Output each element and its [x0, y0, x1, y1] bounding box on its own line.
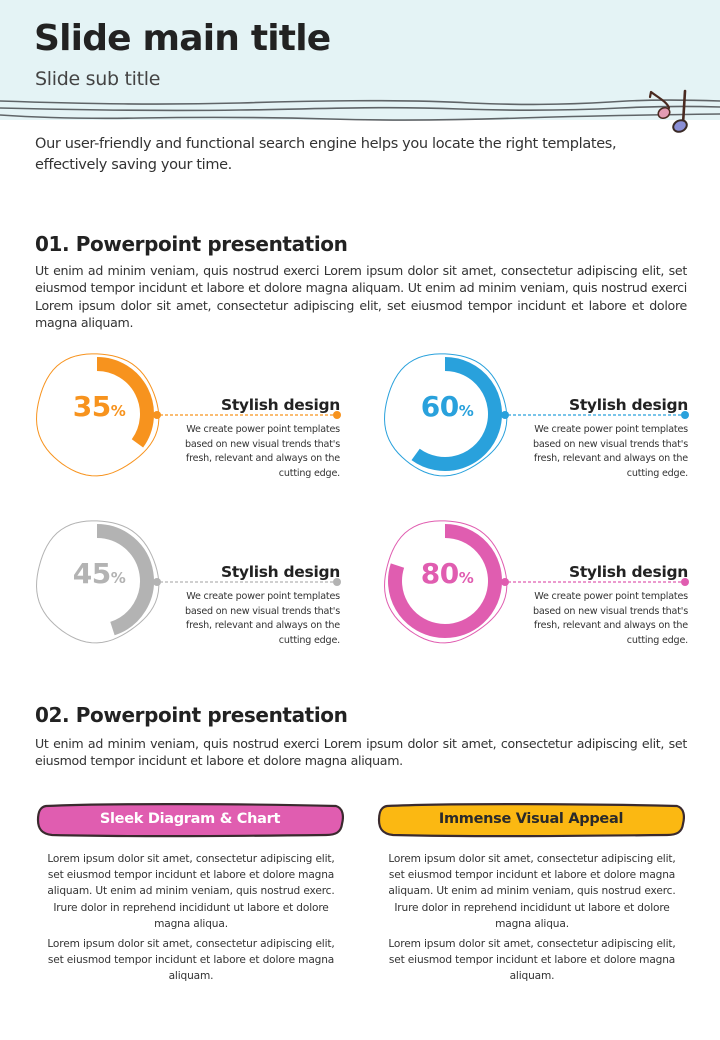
stat-card	[34, 352, 354, 492]
stat-percent	[34, 390, 164, 423]
percent-sign: %	[458, 402, 474, 420]
stat-value: 80	[420, 557, 459, 590]
section-2-title: 02. Powerpoint presentation	[35, 703, 348, 727]
stat-title: Stylish design	[220, 396, 340, 414]
music-notes-icon	[645, 86, 697, 138]
feature-label: Immense Visual Appeal	[438, 811, 624, 827]
page-title: Slide main title	[34, 18, 331, 59]
stat-description: We create power point templates based on new visual trends that's fresh, relevant and always on the cutting edge.	[532, 424, 688, 479]
wavy-staff-lines	[0, 96, 720, 126]
section-1-body: Ut enim ad minim veniam, quis nostrud exerci Lorem ipsum dolor sit amet, consectetur adipiscing elit, set eiusmod tempor incidunt et labore et dolore magna aliquam. Ut enim ad minim veniam, quis nostrud exerci Lorem ipsum dolor sit amet, consectetur adipiscing elit, set eiusmod tempor incidunt et labore et dolore magna aliquam.	[35, 263, 687, 331]
stat-title: Stylish design	[220, 563, 340, 581]
feature-paragraph: Lorem ipsum dolor sit amet, consectetur adipiscing elit, set eiusmod tempor incidunt et labore et dolore magna aliquam.	[388, 938, 676, 983]
percent-sign: %	[110, 402, 126, 420]
feature-label-banner	[377, 802, 685, 838]
stat-title: Stylish design	[568, 563, 688, 581]
feature-paragraph: Lorem ipsum dolor sit amet, consectetur adipiscing elit, set eiusmod tempor incidunt et labore et dolore magna aliquam.	[47, 938, 335, 983]
stat-percent	[382, 557, 512, 590]
stat-card	[382, 352, 702, 492]
stat-title: Stylish design	[568, 396, 688, 414]
stat-description: We create power point templates based on new visual trends that's fresh, relevant and always on the cutting edge.	[184, 424, 340, 479]
feature-label: Sleek Diagram & Chart	[99, 811, 281, 827]
feature-paragraph: Lorem ipsum dolor sit amet, consectetur adipiscing elit, set eiusmod tempor incidunt et labore et dolore magna aliquam. Ut enim ad minim veniam, quis nostrud exerc. Irure dolor in reprehend incididunt ut labore et dolore magna aliqua.	[388, 853, 676, 930]
stat-percent	[34, 557, 164, 590]
connector-dot	[501, 411, 509, 419]
percent-sign: %	[458, 569, 474, 587]
stat-description: We create power point templates based on new visual trends that's fresh, relevant and always on the cutting edge.	[184, 591, 340, 646]
intro-text: Our user-friendly and functional search engine helps you locate the right templates, effectively saving your time.	[35, 136, 617, 173]
section-2-body: Ut enim ad minim veniam, quis nostrud exerci Lorem ipsum dolor sit amet, consectetur adipiscing elit, set eiusmod tempor incidunt et labore et dolore magna aliquam.	[35, 736, 687, 769]
feature-card	[36, 802, 346, 985]
feature-label-banner	[36, 802, 344, 838]
page-subtitle: Slide sub title	[35, 68, 161, 90]
connector-dot	[501, 578, 509, 586]
stat-percent	[382, 390, 512, 423]
stat-value: 60	[420, 390, 459, 423]
stat-value: 35	[72, 390, 111, 423]
feature-card	[377, 802, 687, 985]
stat-description: We create power point templates based on new visual trends that's fresh, relevant and always on the cutting edge.	[532, 591, 688, 646]
stat-card	[34, 519, 354, 659]
percent-sign: %	[110, 569, 126, 587]
feature-paragraph: Lorem ipsum dolor sit amet, consectetur adipiscing elit, set eiusmod tempor incidunt et labore et dolore magna aliquam. Ut enim ad minim veniam, quis nostrud exerc. Irure dolor in reprehend incididunt ut labore et dolore magna aliqua.	[47, 853, 335, 930]
connector-dot	[153, 578, 161, 586]
stat-card	[382, 519, 702, 659]
connector-dot	[153, 411, 161, 419]
section-1-title: 01. Powerpoint presentation	[35, 232, 348, 256]
stat-value: 45	[72, 557, 111, 590]
